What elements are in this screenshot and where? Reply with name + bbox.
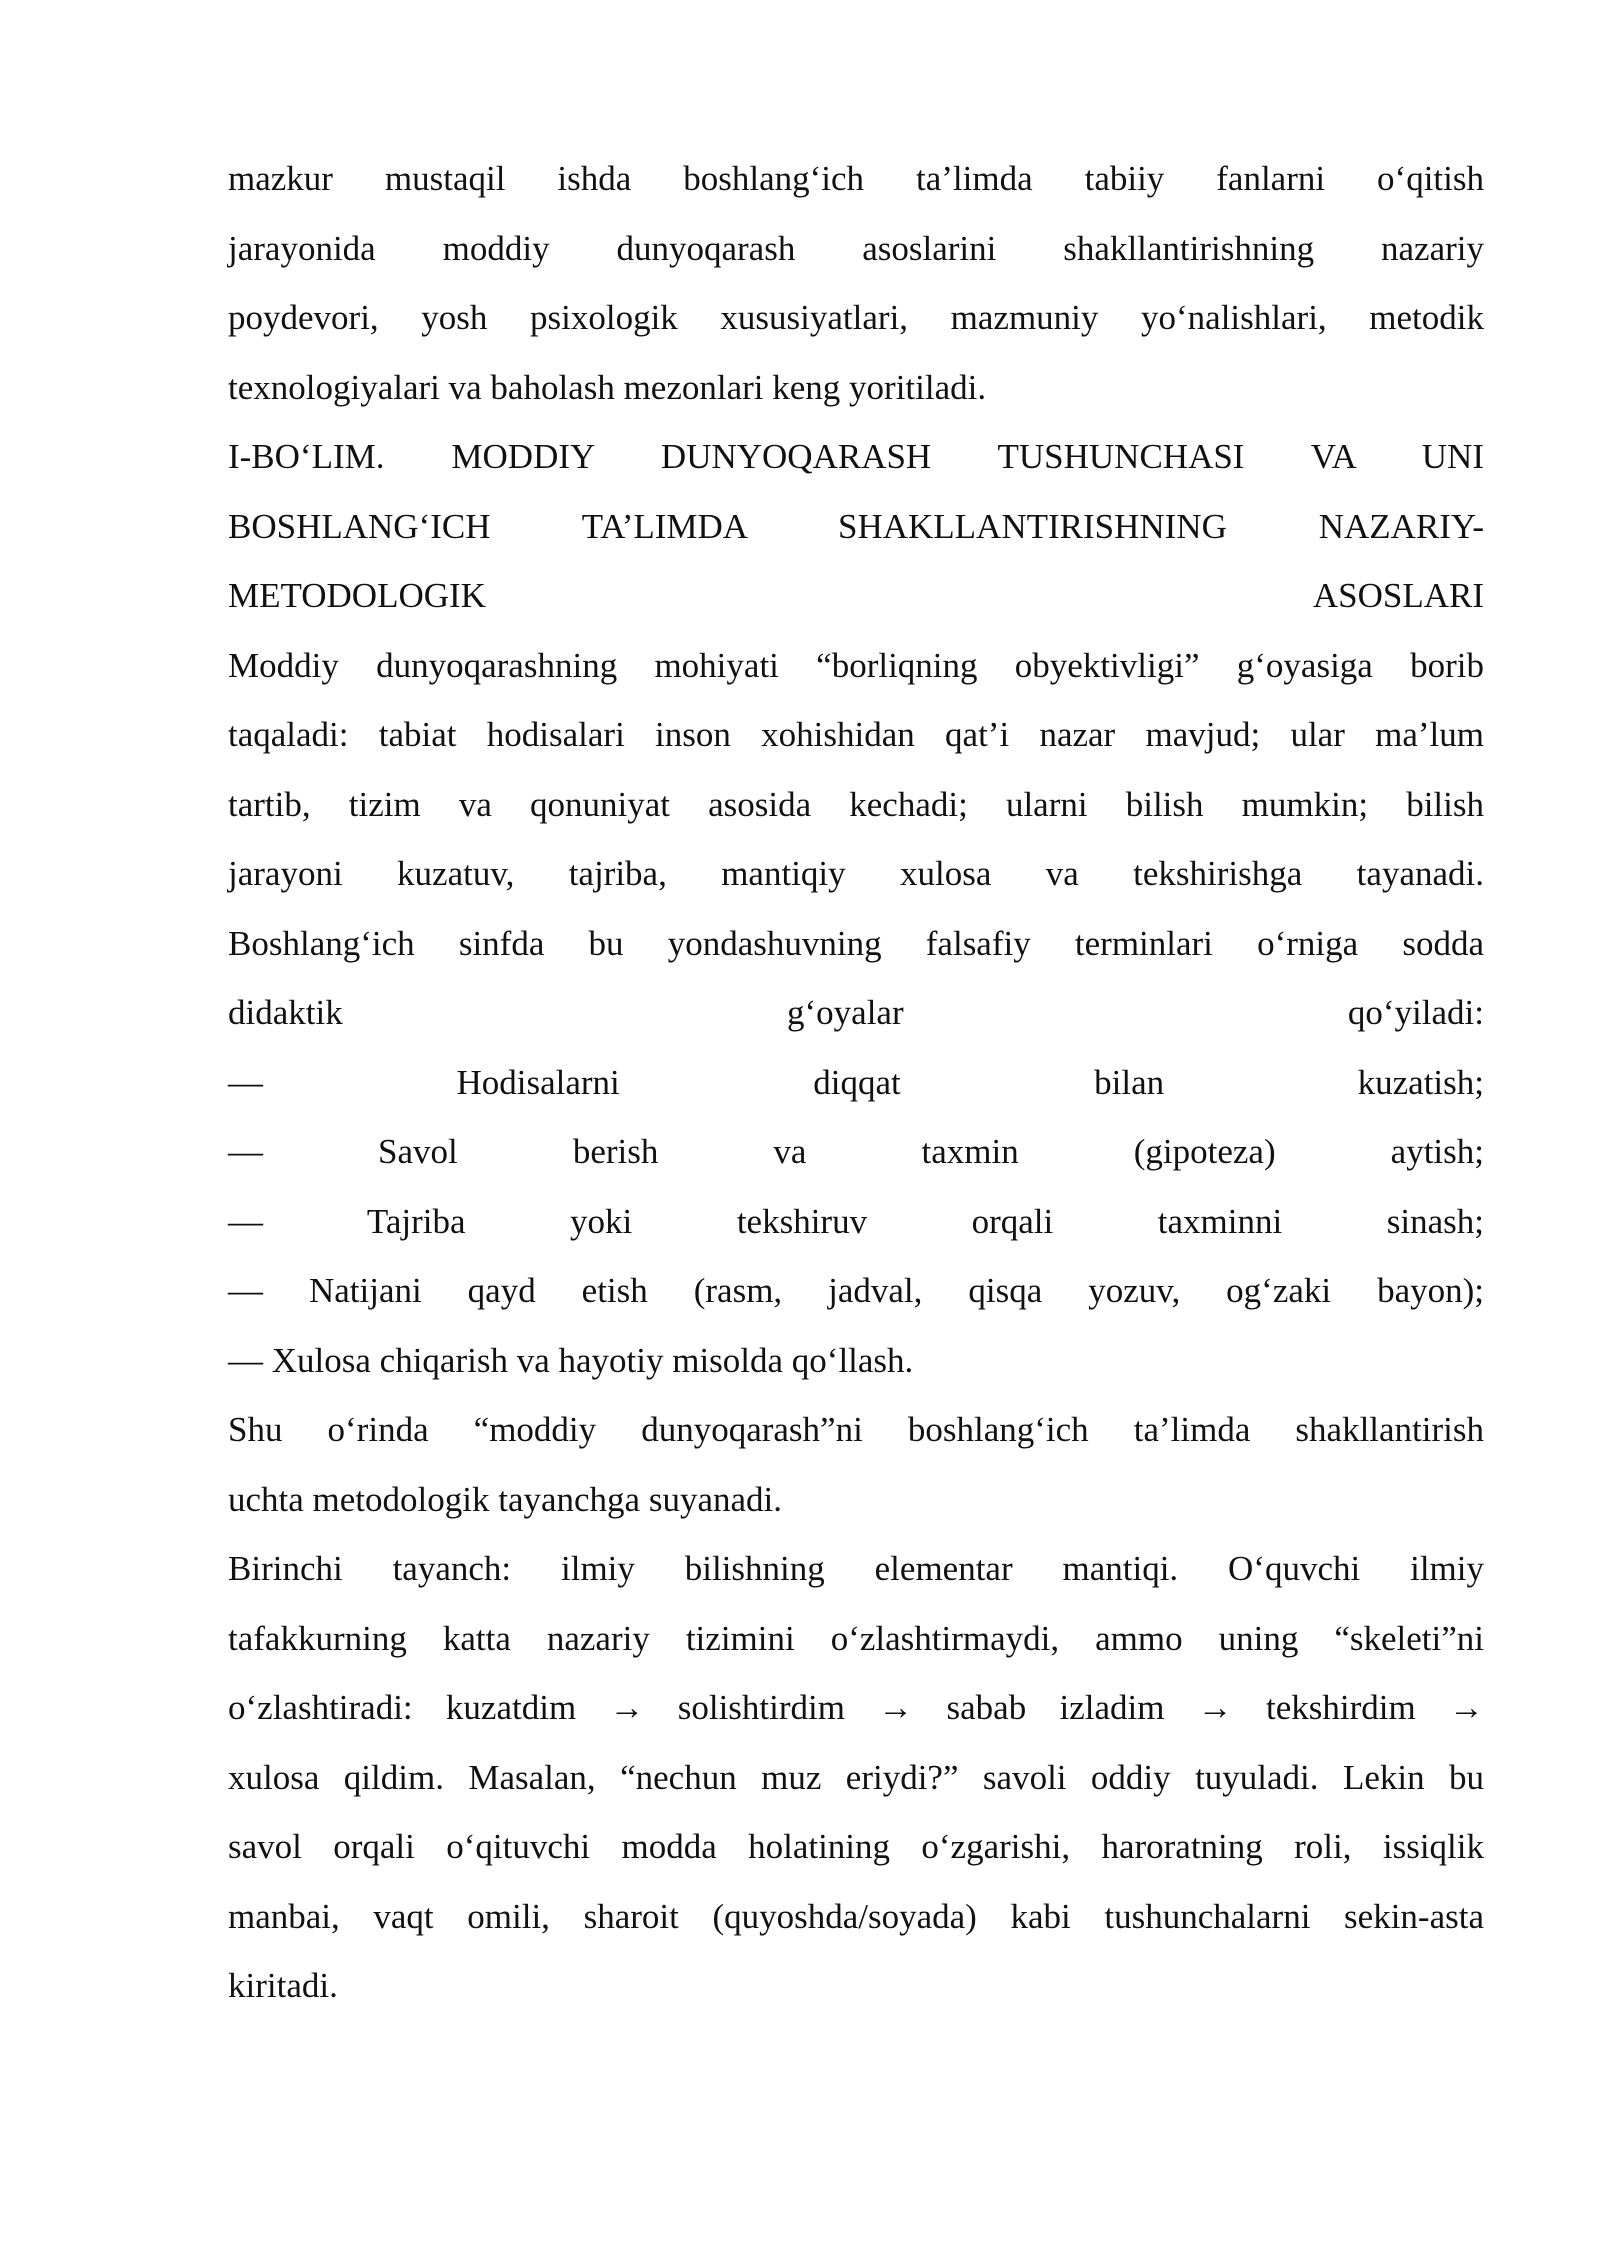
intro-paragraph — [228, 144, 1484, 422]
list-item: — Tajriba yoki tekshiruv orqali taxminni sinash; — [228, 1201, 1484, 1241]
first-pillar-paragraph — [228, 1534, 1484, 2021]
text-line: jarayoni kuzatuv, tajriba, mantiqiy xulosa va tekshirishga tayanadi. — [228, 854, 1484, 893]
section-title — [228, 422, 1484, 631]
essence-paragraph — [228, 631, 1484, 1048]
support-paragraph — [228, 1395, 1484, 1534]
text-line: jarayonida moddiy dunyoqarash asoslarini shakllantirishning nazariy — [228, 228, 1484, 268]
text-line: manbai, vaqt omili, sharoit (quyoshda/soyada) kabi tushunchalarni sekin-asta — [228, 1896, 1484, 1936]
text-line: xulosa qildim. Masalan, “nechun muz eriydi?” savoli oddiy tuyuladi. Lekin bu — [228, 1757, 1484, 1797]
text-line: uchta metodologik tayanchga suyanadi. — [228, 1479, 783, 1519]
text-line: poydevori, yosh psixologik xususiyatlari, mazmuniy yo‘nalishlari, metodik — [228, 298, 1484, 337]
text-line: Moddiy dunyoqarashning mohiyati “borliqning obyektivligi” g‘oyasiga borib — [228, 645, 1484, 685]
text-line: Birinchi tayanch: ilmiy bilishning elementar mantiqi. O‘quvchi ilmiy — [228, 1549, 1484, 1588]
text-line: Shu o‘rinda “moddiy dunyoqarash”ni boshlang‘ich ta’limda shakllantirish — [228, 1410, 1484, 1449]
list-item: — Xulosa chiqarish va hayotiy misolda qo‘llash. — [228, 1340, 914, 1380]
text-line: texnologiyalari va baholash mezonlari keng yoritiladi. — [228, 367, 987, 407]
text-line: tartib, tizim va qonuniyat asosida kechadi; ularni bilish mumkin; bilish — [228, 784, 1484, 824]
text-line: mazkur mustaqil ishda boshlang‘ich ta’limda tabiiy fanlarni o‘qitish — [228, 159, 1484, 198]
list-item: — Natijani qayd etish (rasm, jadval, qisqa yozuv, og‘zaki bayon); — [228, 1271, 1484, 1310]
text-line: Boshlang‘ich sinfda bu yondashuvning falsafiy terminlari o‘rniga sodda — [228, 923, 1484, 963]
text-line: taqaladi: tabiat hodisalari inson xohishidan qat’i nazar mavjud; ular ma’lum — [228, 715, 1484, 754]
text-line: savol orqali o‘qituvchi modda holatining o‘zgarishi, haroratning roli, issiqlik — [228, 1827, 1484, 1866]
text-line: kiritadi. — [228, 1966, 338, 2005]
text-line: tafakkurning katta nazariy tizimini o‘zlashtirmaydi, ammo uning “skeleti”ni — [228, 1618, 1484, 1658]
text-line: didaktik g‘oyalar qo‘yiladi: — [228, 993, 1484, 1032]
section-title-line: I-BO‘LIM. MODDIY DUNYOQARASH TUSHUNCHASI VA UNI — [228, 437, 1484, 476]
section-title-line: BOSHLANG‘ICH TA’LIMDA SHAKLLANTIRISHNING NAZARIY- — [228, 506, 1484, 546]
section-title-line: METODOLOGIK ASOSLARI — [228, 576, 1484, 615]
list-item: — Savol berish va taxmin (gipoteza) aytish; — [228, 1132, 1484, 1171]
document-body — [228, 144, 1484, 2021]
list-item: — Hodisalarni diqqat bilan kuzatish; — [228, 1062, 1484, 1102]
didactic-list — [228, 1048, 1484, 1396]
text-line: o‘zlashtiradi: kuzatdim → solishtirdim → sabab izladim → tekshirdim → — [228, 1688, 1484, 1727]
